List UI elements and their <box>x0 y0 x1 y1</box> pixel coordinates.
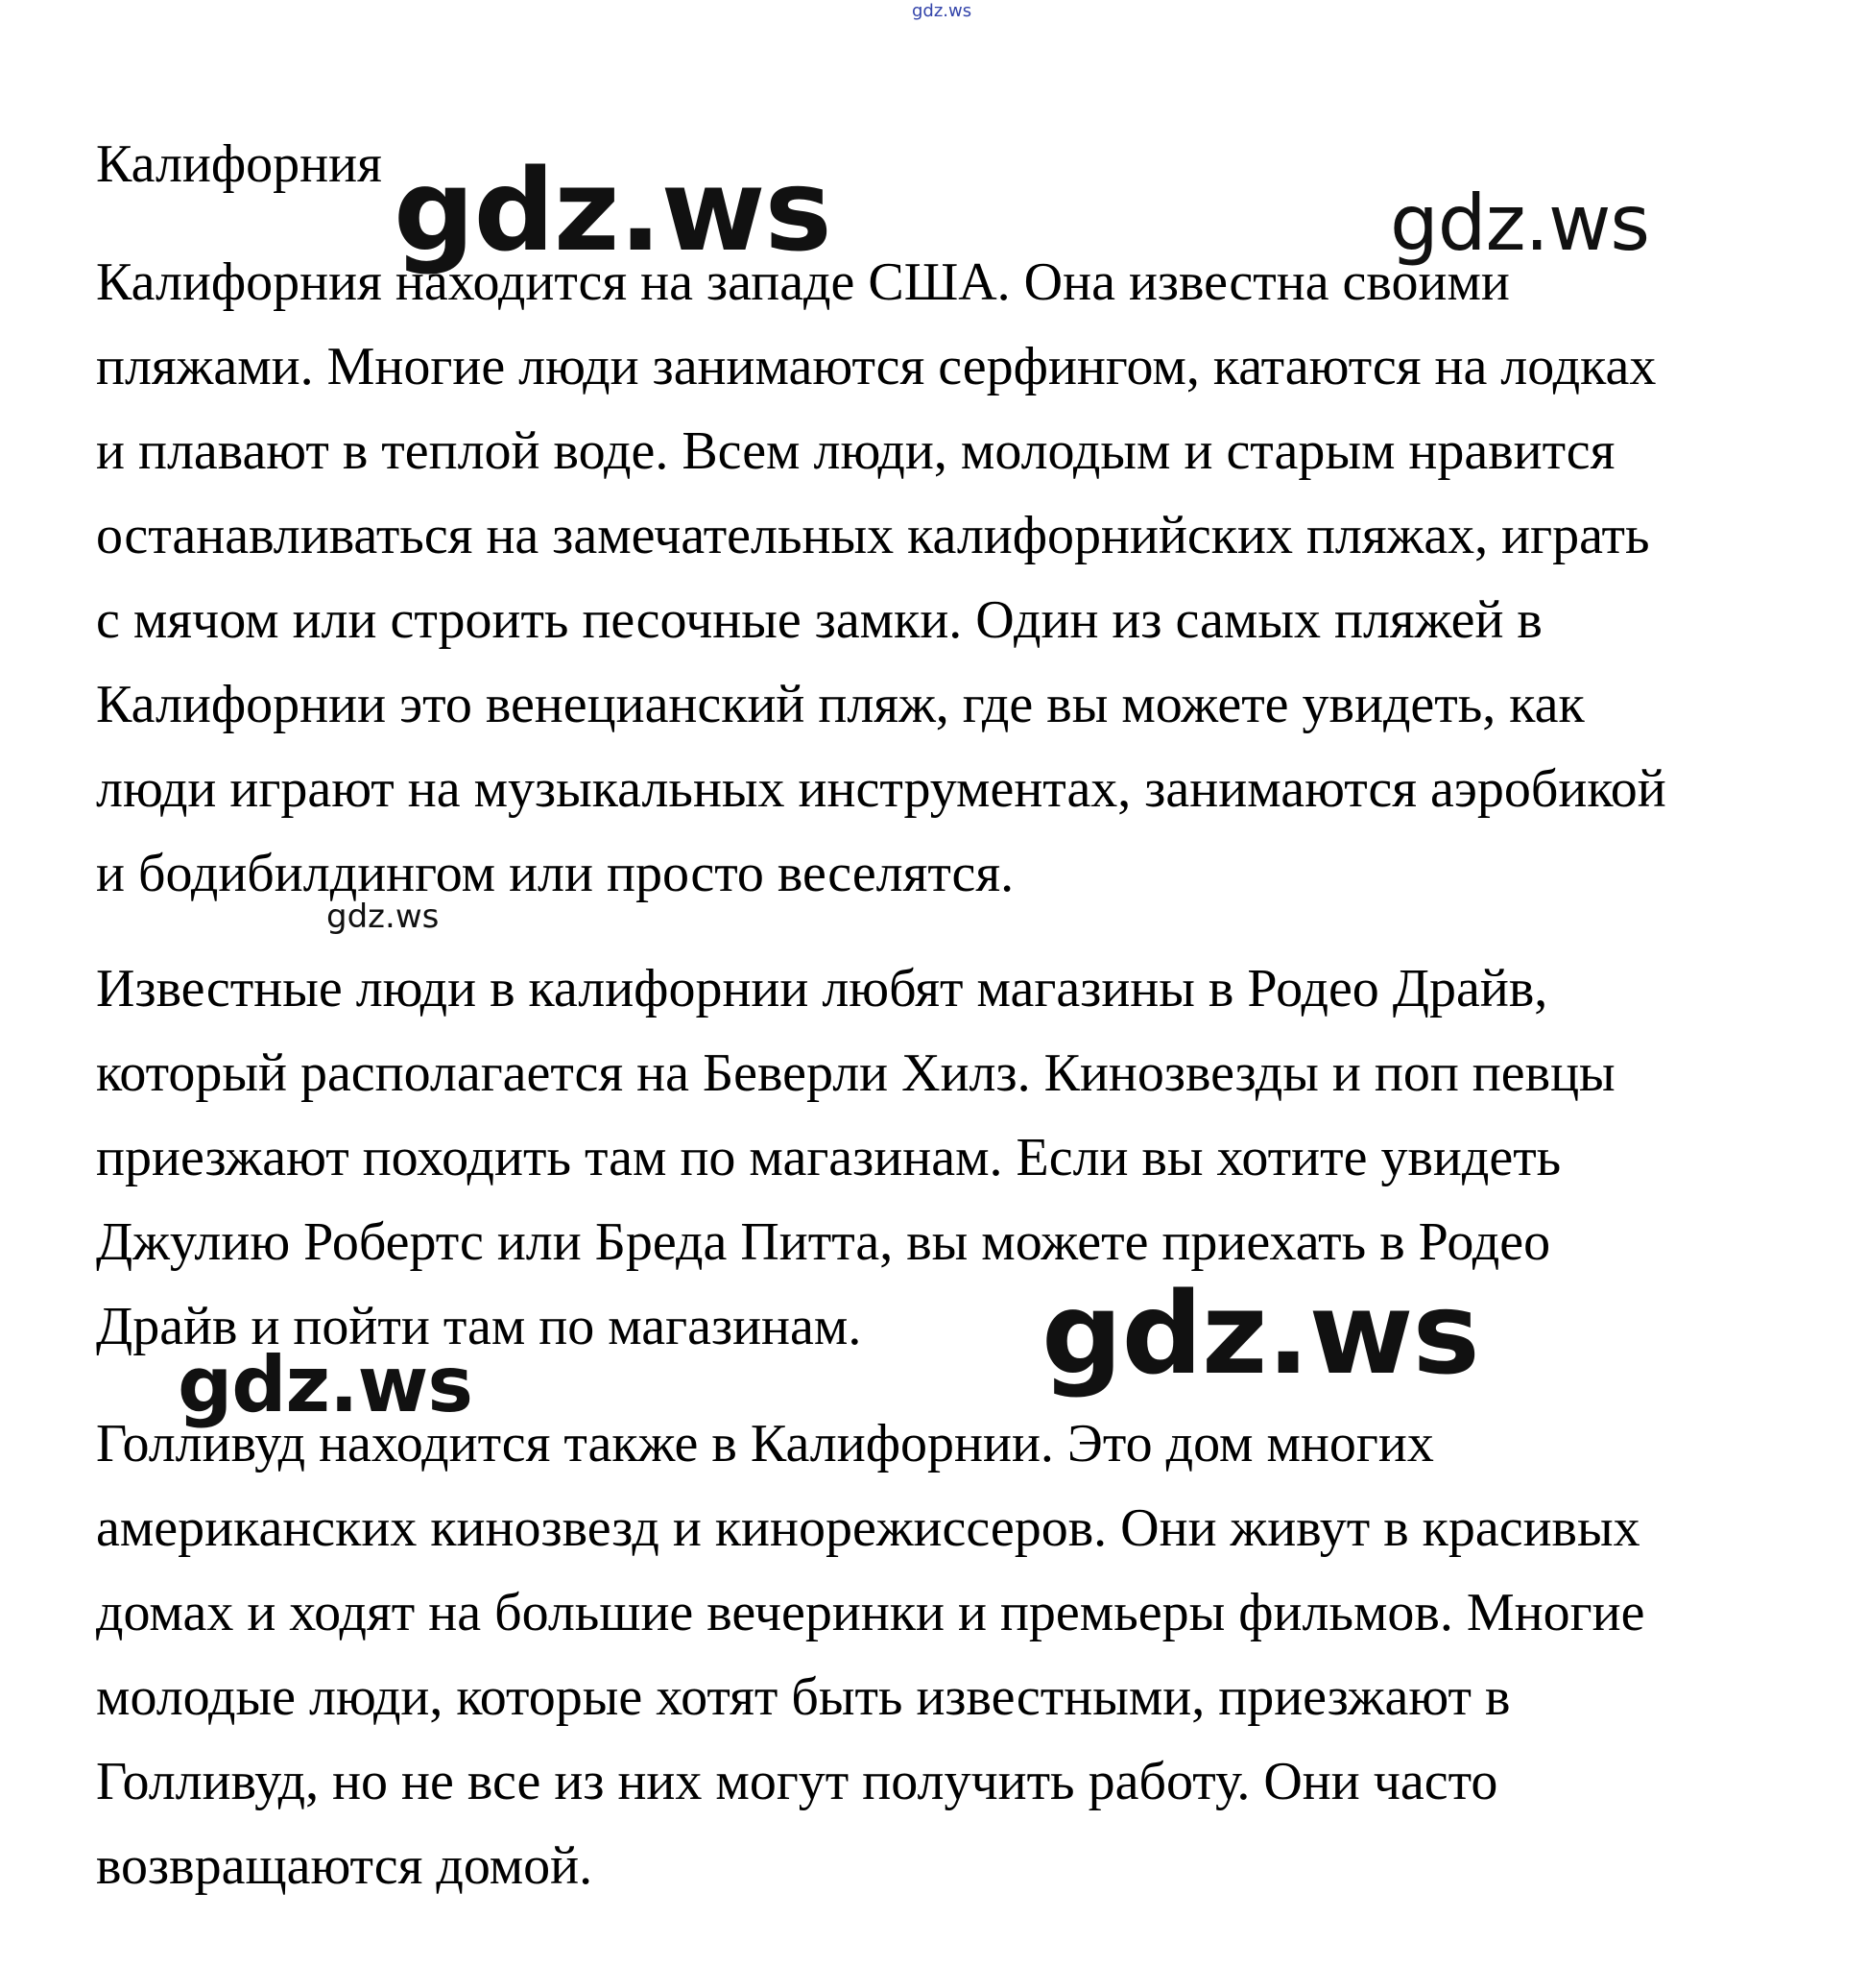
text-line: и плавают в теплой воде. Всем люди, молодым и старым нравится <box>96 421 1616 481</box>
watermark-small: gdz.ws <box>326 898 440 936</box>
text-line: домах и ходят на большие вечеринки и премьеры фильмов. Многие <box>96 1583 1645 1642</box>
paragraph-rodeo-drive <box>96 946 1814 1369</box>
text-line: останавливаться на замечательных калифорнийских пляжах, играть <box>96 506 1650 565</box>
paragraph-california-beaches <box>96 240 1814 916</box>
text-line: возвращаются домой. <box>96 1836 593 1896</box>
text-line: Калифорния находится на западе США. Она известна своими <box>96 252 1510 312</box>
text-line: Драйв и пойти там по магазинам. <box>96 1297 862 1356</box>
watermark-large: gdz.ws <box>1041 1267 1479 1400</box>
watermark-large: gdz.ws <box>394 144 831 276</box>
text-line: который располагается на Беверли Хилз. Кинозвезды и поп певцы <box>96 1043 1616 1103</box>
text-line: Голливуд находится также в Калифорнии. Это дом многих <box>96 1414 1434 1473</box>
text-line: пляжами. Многие люди занимаются серфингом, катаются на лодках <box>96 337 1657 396</box>
watermark-top: gdz.ws <box>912 1 972 21</box>
watermark-medium: gdz.ws <box>178 1340 473 1429</box>
text-line: с мячом или строить песочные замки. Один из самых пляжей в <box>96 590 1543 650</box>
text-line: Калифорнии это венецианский пляж, где вы можете увидеть, как <box>96 675 1585 734</box>
document-title: Калифорния <box>96 134 382 194</box>
text-line: и бодибилдингом или просто веселятся. <box>96 844 1015 903</box>
text-line: молодые люди, которые хотят быть известными, приезжают в <box>96 1667 1511 1727</box>
text-line: Голливуд, но не все из них могут получить работу. Они часто <box>96 1752 1498 1811</box>
watermark-medium: gdz.ws <box>1390 179 1650 268</box>
text-line: люди играют на музыкальных инструментах, занимаются аэробикой <box>96 759 1666 819</box>
text-line: Известные люди в калифорнии любят магазины в Родео Драйв, <box>96 959 1548 1018</box>
paragraph-hollywood <box>96 1401 1814 1908</box>
text-line: приезжают походить там по магазинам. Если вы хотите увидеть <box>96 1128 1562 1187</box>
text-line: американских кинозвезд и кинорежиссеров. Они живут в красивых <box>96 1498 1640 1558</box>
text-line: Джулию Робертс или Бреда Питта, вы можете приехать в Родео <box>96 1212 1551 1272</box>
